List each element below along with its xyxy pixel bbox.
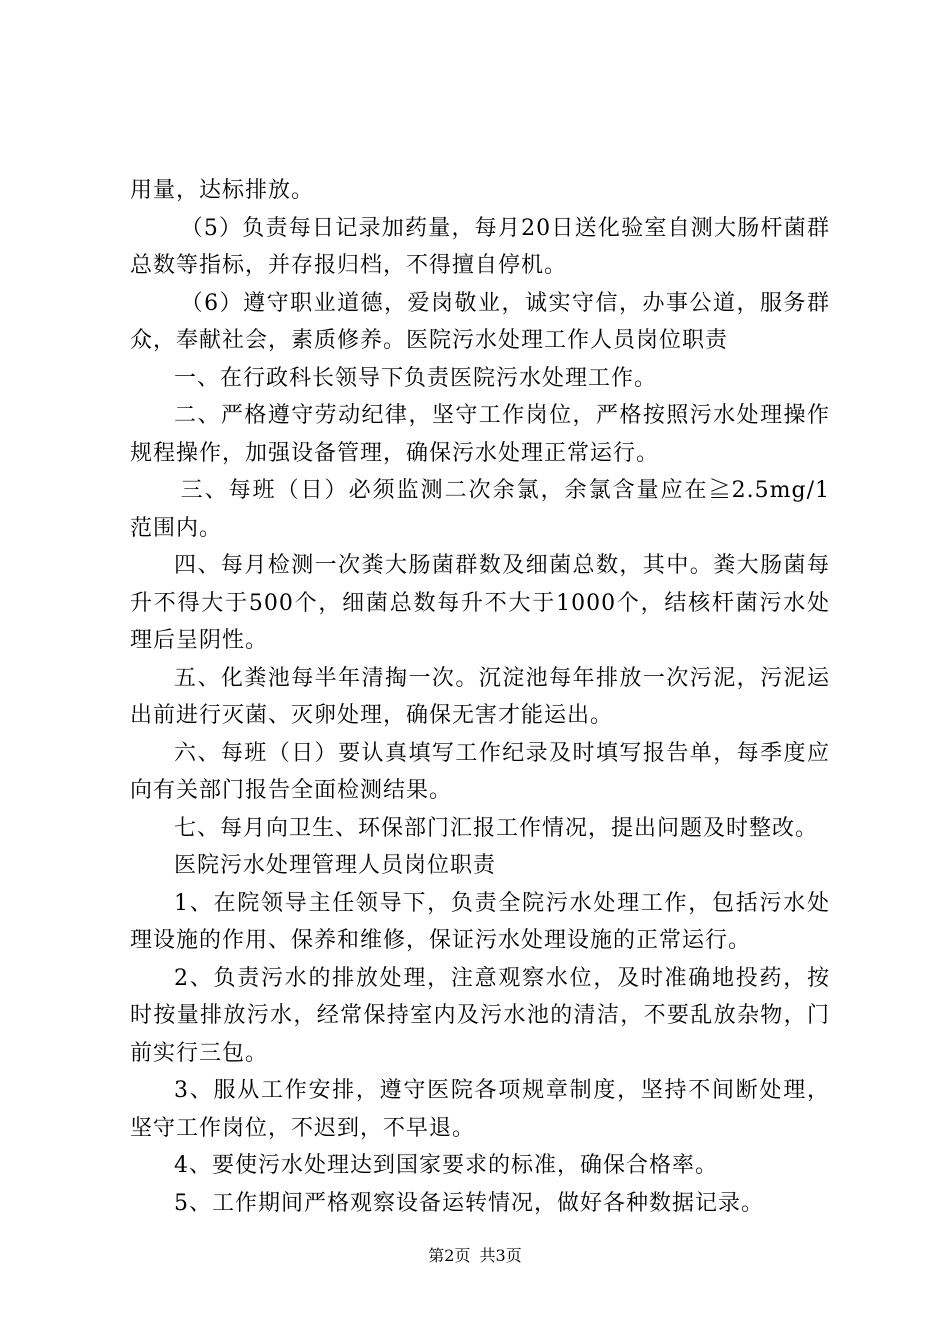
paragraph-mgmt-2: 2、负责污水的排放处理，注意观察水位，及时准确地投药，按时按量排放污水，经常保持室内及污水池的清洁，不要乱放杂物，门前实行三包。 — [130, 965, 830, 1066]
paragraph-duty-5: 五、化粪池每半年清掏一次。沉淀池每年排放一次污泥，污泥运出前进行灭菌、灭卵处理，确保无害才能运出。 — [130, 665, 830, 728]
paragraph-duty-7: 七、每月向卫生、环保部门汇报工作情况，提出问题及时整改。 — [174, 815, 819, 841]
paragraph-mgmt-4: 4、要使污水处理达到国家要求的标准，确保合格率。 — [174, 1153, 718, 1178]
paragraph-duty-3: 三、每班（日）必须监测二次余氯，余氯含量应在≧2.5mg/1范围内。 — [130, 478, 830, 541]
document-body — [130, 172, 830, 1222]
paragraph-mgmt-1: 1、在院领导主任领导下，负责全院污水处理工作，包括污水处理设施的作用、保养和维修，保证污水处理设施的正常运行。 — [130, 890, 830, 953]
paragraph-duty-2: 二、严格遵守劳动纪律，坚守工作岗位，严格按照污水处理操作规程操作，加强设备管理，确保污水处理正常运行。 — [130, 403, 830, 466]
paragraph-continuation: 用量，达标排放。 — [130, 178, 315, 203]
page-number: 第2页 — [428, 1246, 471, 1265]
paragraph-mgmt-5: 5、工作期间严格观察设备运转情况，做好各种数据记录。 — [174, 1190, 764, 1216]
paragraph-duty-1: 一、在行政科长领导下负责医院污水处理工作。 — [174, 365, 658, 391]
paragraph-duty-4: 四、每月检测一次粪大肠菌群数及细菌总数，其中。粪大肠菌每升不得大于500个，细菌总数每升不大于1000个，结核杆菌污水处理后呈阴性。 — [130, 553, 830, 653]
paragraph-item-5: （5）负责每日记录加药量，每月20日送化验室自测大肠杆菌群总数等指标，并存报归档，不得擅自停机。 — [130, 215, 830, 278]
page-total: 共3页 — [479, 1246, 522, 1265]
paragraph-mgmt-3: 3、服从工作安排，遵守医院各项规章制度，坚持不间断处理，坚守工作岗位，不迟到，不早退。 — [130, 1078, 830, 1141]
paragraph-duty-6: 六、每班（日）要认真填写工作纪录及时填写报告单，每季度应向有关部门报告全面检测结果。 — [130, 740, 830, 803]
paragraph-item-6: （6）遵守职业道德，爱岗敬业，诚实守信，办事公道，服务群众，奉献社会，素质修养。医院污水处理工作人员岗位职责 — [130, 290, 830, 353]
page-footer — [0, 1244, 950, 1268]
section-heading: 医院污水处理管理人员岗位职责 — [174, 853, 497, 878]
